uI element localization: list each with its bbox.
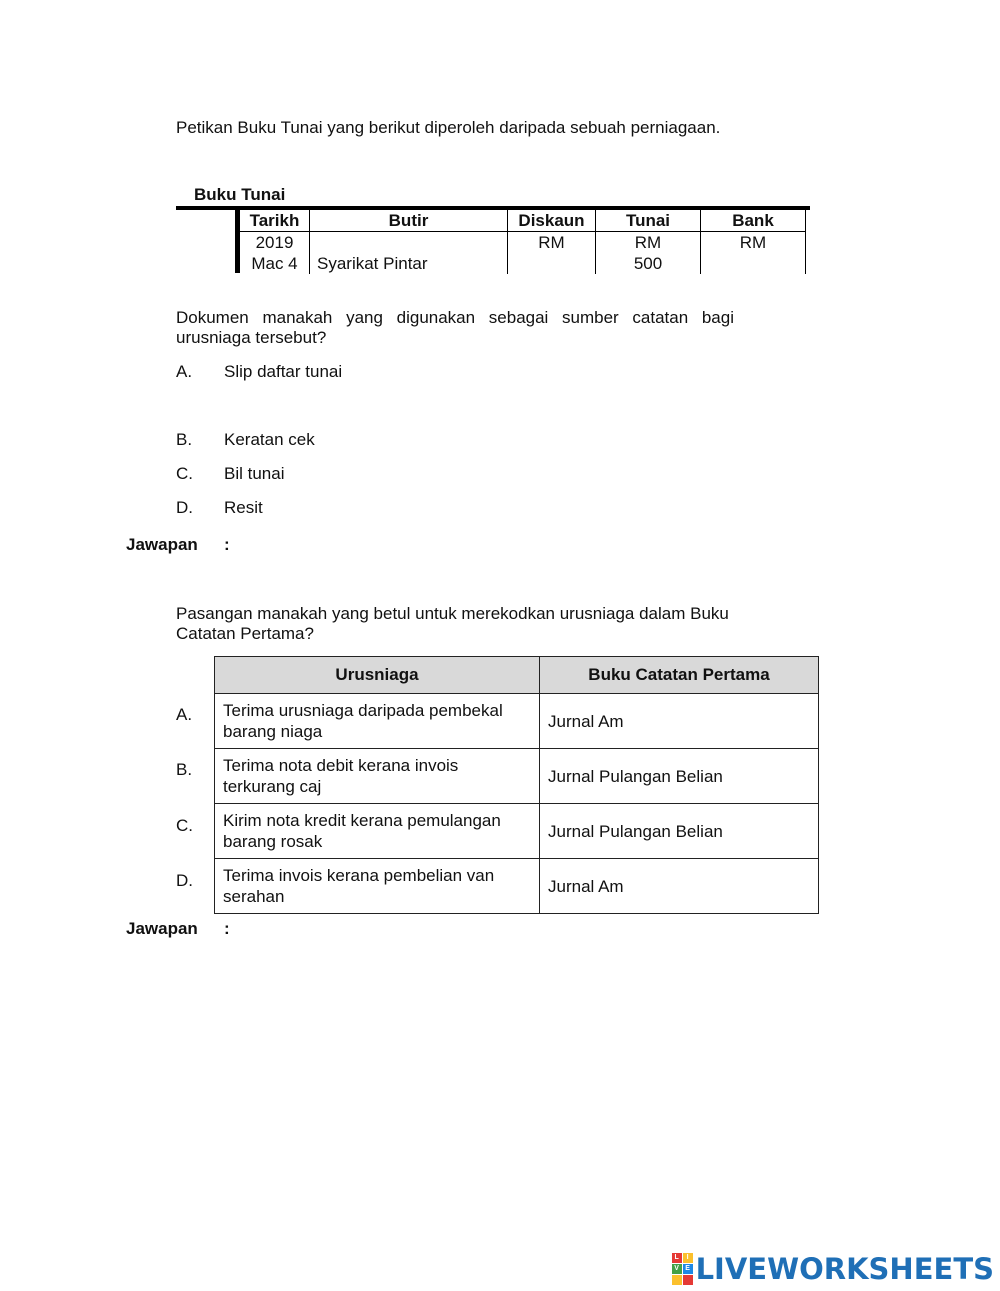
buku-catatan-header-row [215,657,819,694]
buku-tunai-header-row [240,210,806,232]
logo-block-deco [672,1275,682,1285]
col-header-buku-catatan: Buku Catatan Pertama [540,657,819,694]
table-row[interactable] [215,804,819,859]
logo-blocks-icon [672,1253,693,1285]
cell-urusniaga: Terima nota debit kerana invois terkurang caj [215,749,540,804]
col-header-butir: Butir [310,210,508,232]
q1-option-letter: D. [176,498,193,517]
cell-bank: RM [701,232,806,254]
q1-option-d[interactable]: Resit [224,498,263,517]
col-header-diskaun: Diskaun [508,210,596,232]
cell-tunai: 500 [596,253,701,274]
table-row[interactable] [215,749,819,804]
q1-option-a[interactable]: Slip daftar tunai [224,362,343,381]
table-row[interactable] [215,859,819,914]
cell-butir [310,232,508,254]
logo-block-e: E [683,1264,693,1274]
q1-option-letter: B. [176,430,193,449]
cell-tarikh: Mac 4 [240,253,310,274]
logo-block-deco [683,1275,693,1285]
q1-option-letter: A. [176,362,193,381]
cell-urusniaga: Terima urusniaga daripada pembekal barang niaga [215,694,540,749]
q1-option-b[interactable]: Keratan cek [224,430,315,449]
intro-text: Petikan Buku Tunai yang berikut diperoleh daripada sebuah perniagaan. [176,118,721,137]
cell-buku: Jurnal Pulangan Belian [540,804,819,859]
buku-tunai-row [240,232,806,254]
cell-tarikh: 2019 [240,232,310,254]
question-1-text: Dokumen manakah yang digunakan sebagai sumber catatan bagi urusniaga tersebut? [176,308,734,347]
buku-tunai-title: Buku Tunai [194,185,286,204]
cell-buku: Jurnal Am [540,859,819,914]
q2-answer-label: Jawapan [126,919,198,938]
cell-bank [701,253,806,274]
cell-tunai: RM [596,232,701,254]
q2-option-letter-b: B. [176,760,193,779]
q1-answer-label: Jawapan [126,535,198,554]
buku-tunai-table [240,210,806,274]
cell-urusniaga: Kirim nota kredit kerana pemulangan barang rosak [215,804,540,859]
buku-tunai-row [240,253,806,274]
q1-option-letter: C. [176,464,193,483]
cell-diskaun [508,253,596,274]
liveworksheets-logo [672,1253,994,1285]
logo-text: LIVEWORKSHEETS [695,1252,994,1286]
logo-block-l: L [672,1253,682,1263]
q2-option-letter-c: C. [176,816,193,835]
cell-buku: Jurnal Am [540,694,819,749]
q1-answer-colon: : [224,535,230,554]
cell-urusniaga: Terima invois kerana pembelian van serahan [215,859,540,914]
q2-option-letter-d: D. [176,871,193,890]
q2-answer-colon: : [224,919,230,938]
logo-block-i: I [683,1253,693,1263]
q2-option-letter-a: A. [176,705,193,724]
buku-catatan-table [214,656,819,914]
logo-block-v: V [672,1264,682,1274]
col-header-bank: Bank [701,210,806,232]
col-header-urusniaga: Urusniaga [215,657,540,694]
col-header-tunai: Tunai [596,210,701,232]
table-row[interactable] [215,694,819,749]
col-header-tarikh: Tarikh [240,210,310,232]
question-2-text: Pasangan manakah yang betul untuk merekodkan urusniaga dalam Buku Catatan Pertama? [176,604,729,643]
cell-buku: Jurnal Pulangan Belian [540,749,819,804]
cell-butir: Syarikat Pintar [310,253,508,274]
cell-diskaun: RM [508,232,596,254]
q1-option-c[interactable]: Bil tunai [224,464,285,483]
